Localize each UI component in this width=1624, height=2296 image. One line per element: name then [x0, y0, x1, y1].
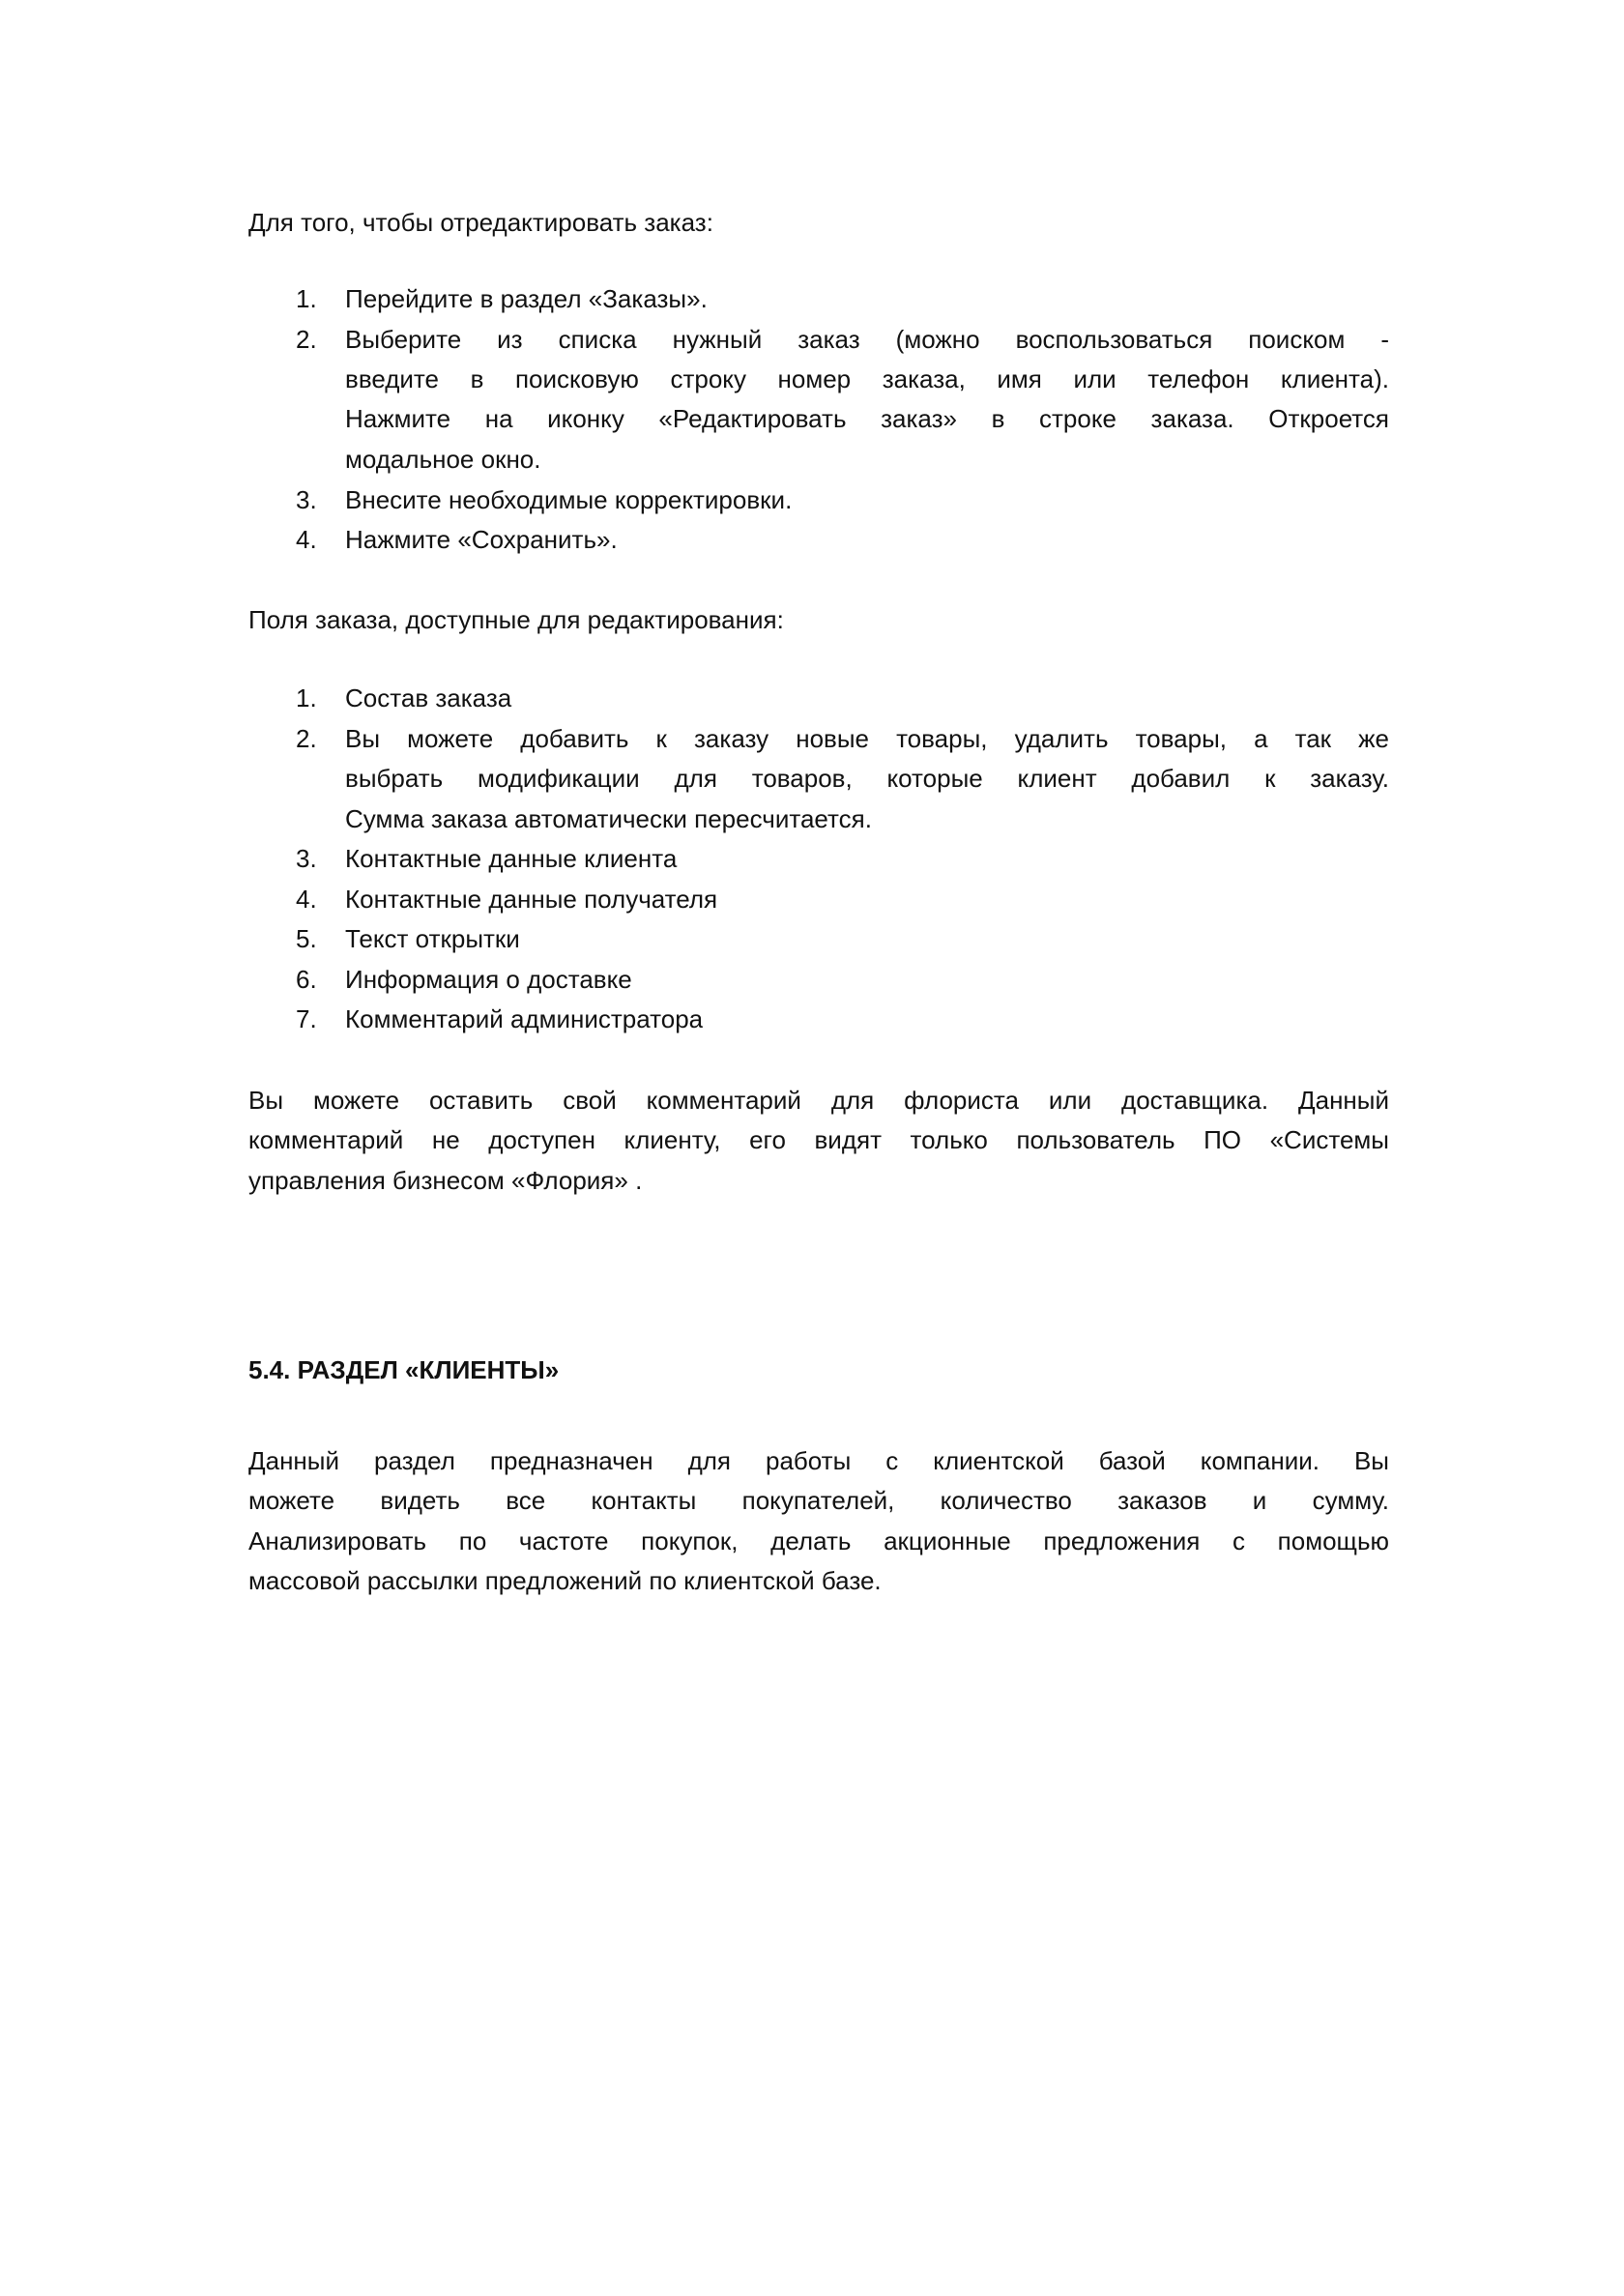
list-number: 4.	[296, 525, 317, 554]
list-item: Комментарий администратора	[345, 1004, 704, 1033]
list-number: 4.	[296, 885, 317, 914]
paragraph-line: массовой рассылки предложений по клиентской базе.	[248, 1566, 882, 1595]
list-item-line: Выберите из списка нужный заказ (можно воспользоваться поиском -	[345, 325, 1389, 354]
list-item: Контактные данные получателя	[345, 885, 718, 914]
paragraph-line: управления бизнесом «Флория» .	[248, 1166, 643, 1195]
list-item-line: Вы можете добавить к заказу новые товары, удалить товары, а так же	[345, 724, 1389, 753]
list-number: 5.	[296, 924, 317, 953]
paragraph-line: Анализировать по частоте покупок, делать акционные предложения с помощью	[248, 1526, 1389, 1555]
fields-intro-text: Поля заказа, доступные для редактирования:	[248, 605, 784, 634]
list-item: Контактные данные клиента	[345, 844, 678, 873]
list-item: Перейдите в раздел «Заказы».	[345, 284, 708, 313]
list-item-line: Нажмите на иконку «Редактировать заказ» в строке заказа. Откроется	[345, 404, 1389, 433]
list-number: 1.	[296, 683, 317, 712]
section-heading: 5.4. РАЗДЕЛ «КЛИЕНТЫ»	[248, 1355, 560, 1384]
paragraph-line: Данный раздел предназначен для работы с клиентской базой компании. Вы	[248, 1446, 1389, 1475]
list-item: Состав заказа	[345, 683, 512, 712]
list-item: Нажмите «Сохранить».	[345, 525, 618, 554]
list-item-line: модальное окно.	[345, 445, 541, 474]
list-number: 3.	[296, 844, 317, 873]
list-item: Информация о доставке	[345, 965, 632, 994]
paragraph-line: Вы можете оставить свой комментарий для флориста или доставщика. Данный	[248, 1086, 1389, 1115]
list-number: 3.	[296, 485, 317, 514]
list-number: 2.	[296, 325, 317, 354]
intro-text: Для того, чтобы отредактировать заказ:	[248, 208, 713, 237]
list-number: 2.	[296, 724, 317, 753]
list-item: Внесите необходимые корректировки.	[345, 485, 793, 514]
paragraph-line: комментарий не доступен клиенту, его видят только пользователь ПО «Системы	[248, 1125, 1389, 1154]
list-item-line: Сумма заказа автоматически пересчитается.	[345, 804, 872, 833]
list-item-line: введите в поисковую строку номер заказа, имя или телефон клиента).	[345, 364, 1389, 393]
list-number: 7.	[296, 1004, 317, 1033]
list-item: Текст открытки	[345, 924, 520, 953]
list-item-line: выбрать модификации для товаров, которые клиент добавил к заказу.	[345, 764, 1389, 793]
list-number: 1.	[296, 284, 317, 313]
paragraph-line: можете видеть все контакты покупателей, количество заказов и сумму.	[248, 1486, 1389, 1515]
list-number: 6.	[296, 965, 317, 994]
